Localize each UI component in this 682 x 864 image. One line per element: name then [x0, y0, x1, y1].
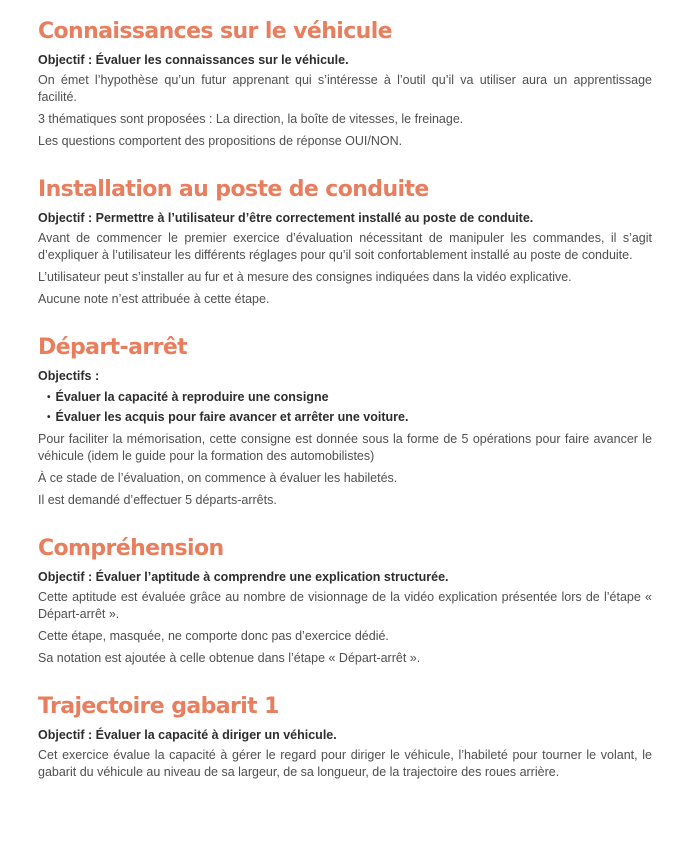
section-title: Connaissances sur le véhicule — [38, 19, 393, 44]
paragraph: À ce stade de l’évaluation, on commence à évaluer les habiletés. — [38, 471, 398, 486]
paragraph: Cet exercice évalue la capacité à gérer le regard pour diriger le véhicule, l’habileté pour tourner le volant, le gabarit du véhicule au niveau de sa largeur, de sa longueur, de la trajectoire des roues arrière. — [38, 748, 652, 780]
paragraph: Aucune note n’est attribuée à cette étape. — [38, 292, 270, 307]
section-depart-arret — [38, 336, 652, 509]
paragraph: 3 thématiques sont proposées : La direction, la boîte de vitesses, le freinage. — [38, 112, 464, 127]
objective-text: Objectif : Évaluer l’aptitude à comprendre une explication structurée. — [38, 570, 449, 585]
paragraph: Sa notation est ajoutée à celle obtenue dans l’étape « Départ-arrêt ». — [38, 651, 421, 666]
paragraph: Cette aptitude est évaluée grâce au nombre de visionnage de la vidéo explication présentée lors de l’étape « Départ-arrêt ». — [38, 590, 652, 622]
objective-text: Objectif : Permettre à l’utilisateur d’être correctement installé au poste de conduite. — [38, 211, 534, 226]
objective-text: Objectifs : — [38, 369, 100, 384]
paragraph: Pour faciliter la mémorisation, cette consigne est donnée sous la forme de 5 opérations pour faire avancer le véhicule (idem le guide pour la formation des automobilistes) — [38, 432, 652, 464]
paragraph: Il est demandé d’effectuer 5 départs-arrêts. — [38, 493, 277, 508]
objectives-list — [38, 388, 652, 428]
objective-text: Objectif : Évaluer les connaissances sur le véhicule. — [38, 53, 349, 68]
objective-text: Objectif : Évaluer la capacité à diriger un véhicule. — [38, 728, 337, 743]
paragraph: L’utilisateur peut s’installer au fur et à mesure des consignes indiquées dans la vidéo explicative. — [38, 270, 572, 285]
paragraph: Les questions comportent des propositions de réponse OUI/NON. — [38, 134, 403, 149]
section-title: Trajectoire gabarit 1 — [38, 694, 279, 720]
paragraph: Cette étape, masquée, ne comporte donc pas d’exercice dédié. — [38, 629, 389, 644]
objective-bullet: • Évaluer la capacité à reproduire une consigne — [47, 388, 652, 408]
section-connaissances-vehicule — [38, 20, 652, 150]
objective-bullet: • Évaluer les acquis pour faire avancer et arrêter une voiture. — [47, 408, 652, 428]
section-title: Compréhension — [38, 536, 224, 562]
section-comprehension — [38, 537, 652, 667]
paragraph: Avant de commencer le premier exercice d’évaluation nécessitant de manipuler les commandes, il s’agit d’expliquer à l’utilisateur les différents réglages pour qu’il soit confortablement installé au poste de conduite. — [38, 231, 652, 263]
section-installation-poste-conduite — [38, 178, 652, 308]
paragraph: On émet l’hypothèse qu’un futur apprenant qui s’intéresse à l’outil qu’il va utiliser aura un apprentissage facilité. — [38, 73, 652, 105]
section-trajectoire-gabarit-1 — [38, 695, 652, 781]
section-title: Installation au poste de conduite — [38, 177, 429, 203]
section-title: Départ-arrêt — [38, 335, 188, 361]
